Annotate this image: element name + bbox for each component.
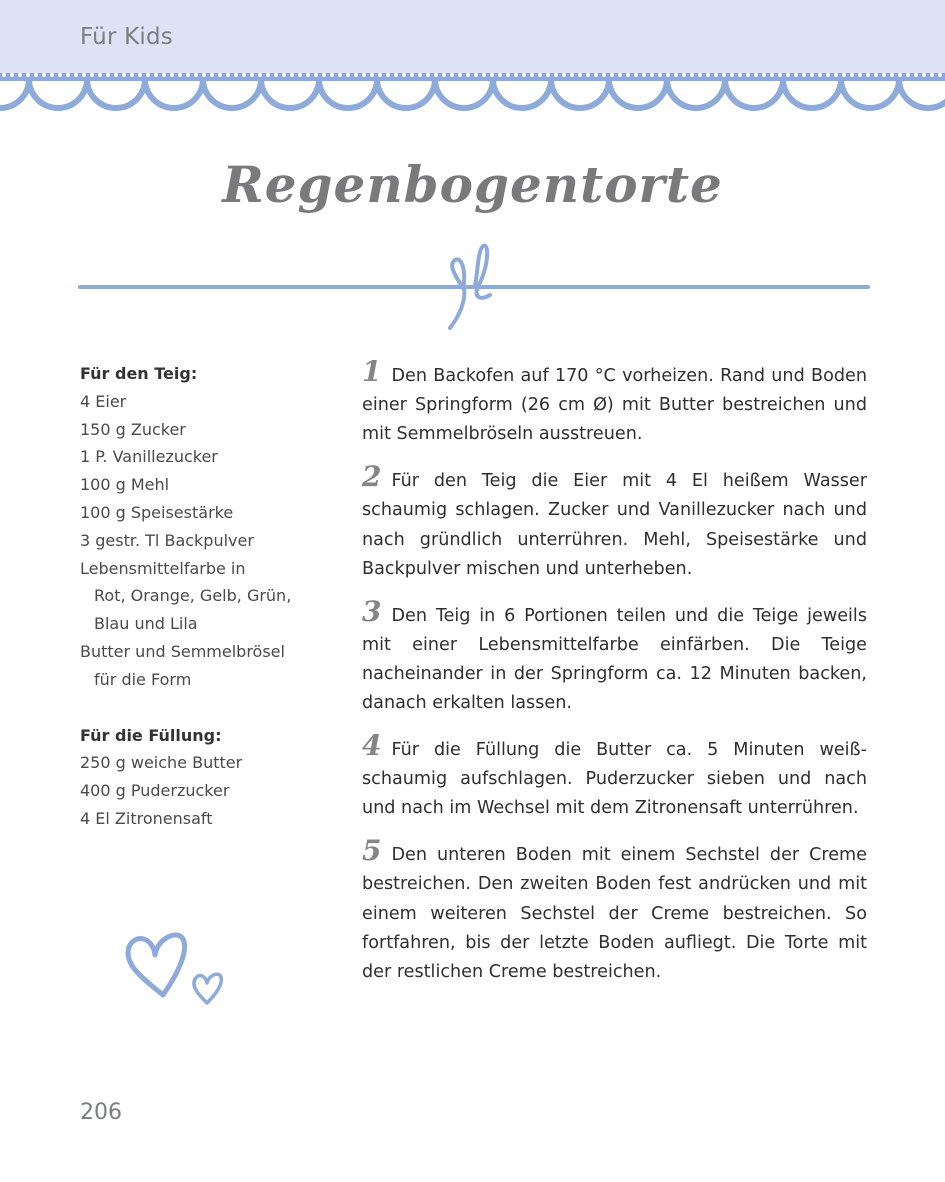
step-item [362, 355, 867, 450]
step-text: Für die Füllung die Butter ca. 5 Minuten weißschaumig aufschlagen. Puderzucker sieben und nach und nach im Wechsel mit dem Zitronensaft unterrühren. [362, 740, 867, 819]
ingredient-item: 3 gestr. Tl Backpulver [80, 530, 254, 550]
chapter-label: Für Kids [80, 24, 173, 50]
step-number: 3 [362, 594, 382, 628]
ingredient-item: 100 g Mehl [80, 475, 170, 495]
ingredients-heading-filling: Für die Füllung: [80, 725, 222, 745]
step-number: 5 [362, 834, 382, 868]
step-number: 2 [362, 460, 382, 494]
ingredients-heading-dough: Für den Teig: [80, 364, 198, 383]
ingredient-item: 250 g weiche Butter [80, 753, 243, 773]
step-item [362, 460, 867, 584]
ingredients-list [80, 360, 330, 833]
step-number: 4 [362, 729, 382, 763]
step-item [362, 594, 867, 719]
ingredient-spacer [80, 694, 330, 722]
ribbon-divider [0, 240, 945, 340]
step-text: Den unteren Boden mit einem Sechstel der Creme bestreichen. Den zweiten Boden fest andrücken und mit einem weiteren Sechstel der Creme bestreichen. So fortfahren, bis der letzte Boden aufliegt. Die Torte mit der restlichen Creme bestreichen. [362, 845, 867, 983]
steps-list [362, 355, 867, 1004]
hearts-icon [115, 925, 235, 1015]
scalloped-border [0, 71, 945, 111]
step-text: Den Backofen auf 170 °C vorheizen. Rand und Boden einer Springform (26 cm Ø) mit Butter bestreichen und mit Semmelbröseln ausstreuen. [362, 366, 867, 445]
ingredient-item: 4 El Zitronensaft [80, 808, 213, 828]
ingredient-item: Lebensmittelfarbe in [80, 558, 246, 578]
ingredient-item: Blau und Lila [94, 614, 198, 634]
ingredient-item: Rot, Orange, Gelb, Grün, [94, 586, 292, 606]
step-item [362, 729, 867, 824]
ingredient-item: 400 g Puderzucker [80, 781, 230, 801]
ingredient-item: 4 Eier [80, 391, 127, 411]
ingredient-item: 1 P. Vanillezucker [80, 447, 218, 467]
step-number: 1 [362, 355, 382, 388]
ingredient-item: für die Form [94, 669, 192, 689]
ingredient-item: 100 g Speisestärke [80, 502, 234, 522]
step-text: Den Teig in 6 Portionen teilen und die Teige jeweils mit einer Lebensmittelfarbe einfärben. Die Teige nacheinander in der Springform ca. 12 Minuten backen, danach erkalten lassen. [362, 605, 867, 714]
ingredient-item: 150 g Zucker [80, 419, 186, 439]
recipe-title: Regenbogentorte [222, 155, 723, 214]
step-text: Für den Teig die Eier mit 4 El heißem Wasser schaumig schlagen. Zucker und Vanillezucker nach und nach gründlich unterrühren. Mehl, Speisestärke und Backpulver mischen und unterheben. [362, 471, 867, 579]
step-item [362, 834, 867, 987]
page-number: 206 [80, 1100, 122, 1125]
ingredient-item: Butter und Semmelbrösel [80, 641, 285, 661]
header-band [0, 0, 945, 74]
